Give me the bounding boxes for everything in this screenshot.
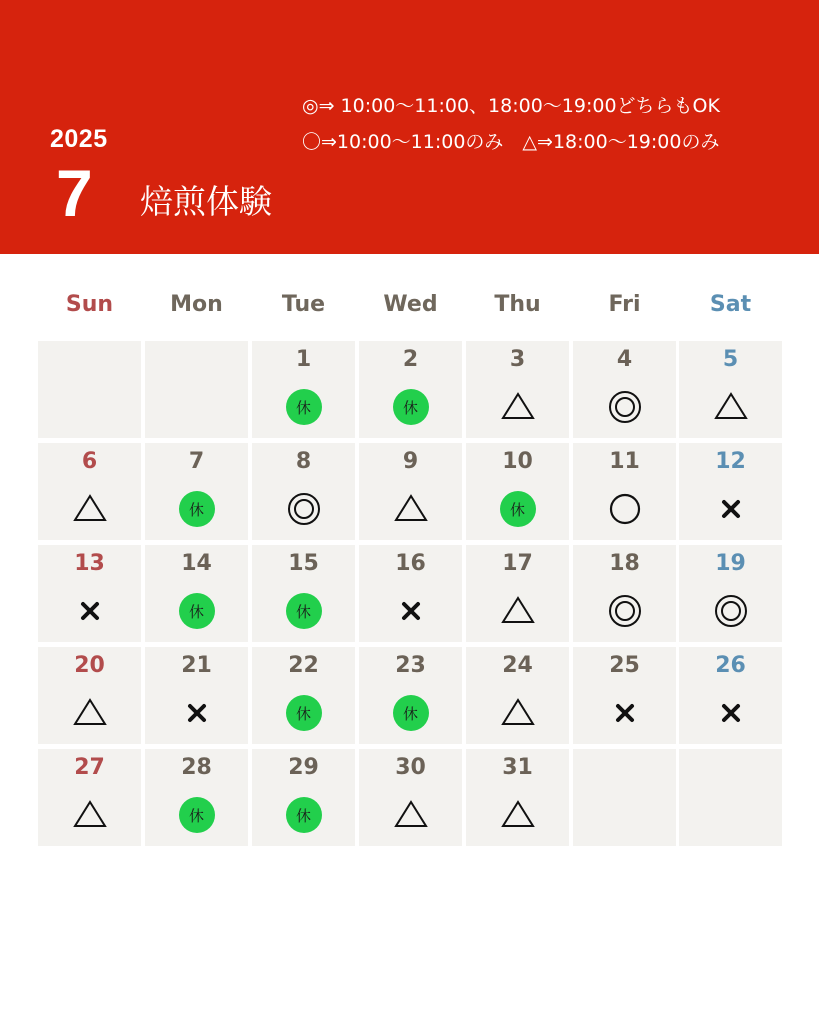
day-number: 20	[74, 653, 105, 678]
day-number: 2	[402, 347, 419, 372]
closed-label: 休	[286, 593, 322, 629]
triangle-icon	[500, 797, 536, 833]
closed-label: 休	[393, 389, 429, 425]
closed-label: 休	[500, 491, 536, 527]
day-number: 25	[609, 653, 640, 678]
day-cell-17	[466, 545, 569, 642]
closed-badge	[179, 593, 215, 629]
day-cell-3	[466, 341, 569, 438]
day-number: 9	[402, 449, 419, 474]
cross-icon	[393, 593, 429, 629]
closed-badge	[393, 389, 429, 425]
day-number: 11	[609, 449, 640, 474]
weekday-thu: Thu	[494, 292, 541, 317]
weekday-sun: Sun	[65, 292, 114, 317]
day-cell-21	[145, 647, 248, 744]
day-cell-8	[252, 443, 355, 540]
legend	[302, 89, 720, 161]
closed-label: 休	[286, 695, 322, 731]
triangle-icon	[713, 389, 749, 425]
triangle-icon	[72, 695, 108, 731]
day-cell-15	[252, 545, 355, 642]
day-number: 19	[715, 551, 746, 576]
weekday-tue: Tue	[281, 292, 326, 317]
day-cell-27	[38, 749, 141, 846]
closed-label: 休	[179, 797, 215, 833]
day-number: 22	[288, 653, 319, 678]
closed-label: 休	[286, 389, 322, 425]
day-number: 31	[502, 755, 533, 780]
day-cell-26	[679, 647, 782, 744]
triangle-icon	[500, 695, 536, 731]
closed-label: 休	[179, 593, 215, 629]
triangle-icon	[72, 491, 108, 527]
day-number: 27	[74, 755, 105, 780]
day-number: 7	[188, 449, 205, 474]
empty-day-cell	[573, 749, 676, 846]
day-number: 29	[288, 755, 319, 780]
day-number: 3	[509, 347, 526, 372]
triangle-icon	[393, 797, 429, 833]
day-cell-20	[38, 647, 141, 744]
weekday-mon: Mon	[170, 292, 223, 317]
year-label: 2025	[50, 125, 108, 153]
weekday-fri: Fri	[608, 292, 641, 317]
day-number: 23	[395, 653, 426, 678]
double-circle-icon	[607, 593, 643, 629]
closed-badge	[286, 389, 322, 425]
closed-badge	[286, 593, 322, 629]
triangle-icon	[393, 491, 429, 527]
day-cell-9	[359, 443, 462, 540]
day-cell-31	[466, 749, 569, 846]
day-number: 24	[502, 653, 533, 678]
day-number: 1	[295, 347, 312, 372]
day-cell-19	[679, 545, 782, 642]
calendar-header	[0, 0, 819, 254]
double-circle-icon	[713, 593, 749, 629]
double-circle-icon	[607, 389, 643, 425]
day-number: 10	[502, 449, 533, 474]
closed-badge	[286, 695, 322, 731]
cross-icon	[179, 695, 215, 731]
day-number: 28	[181, 755, 212, 780]
day-number: 17	[502, 551, 533, 576]
day-cell-28	[145, 749, 248, 846]
day-number: 16	[395, 551, 426, 576]
cross-icon	[72, 593, 108, 629]
day-number: 21	[181, 653, 212, 678]
day-cell-30	[359, 749, 462, 846]
cross-icon	[713, 695, 749, 731]
empty-day-cell	[38, 341, 141, 438]
day-cell-12	[679, 443, 782, 540]
day-number: 12	[715, 449, 746, 474]
day-cell-11	[573, 443, 676, 540]
day-cell-25	[573, 647, 676, 744]
day-number: 8	[295, 449, 312, 474]
day-cell-7	[145, 443, 248, 540]
empty-day-cell	[145, 341, 248, 438]
weekday-wed: Wed	[383, 292, 438, 317]
day-number: 5	[722, 347, 739, 372]
day-cell-22	[252, 647, 355, 744]
triangle-icon	[500, 593, 536, 629]
day-cell-10	[466, 443, 569, 540]
day-number: 13	[74, 551, 105, 576]
closed-badge	[393, 695, 429, 731]
closed-label: 休	[393, 695, 429, 731]
cross-icon	[607, 695, 643, 731]
day-cell-5	[679, 341, 782, 438]
closed-badge	[500, 491, 536, 527]
event-title: 焙煎体験	[140, 182, 272, 221]
day-number: 30	[395, 755, 426, 780]
weekday-sat: Sat	[709, 292, 752, 317]
closed-label: 休	[179, 491, 215, 527]
day-number: 26	[715, 653, 746, 678]
legend-line-2: 〇⇒10:00〜11:00のみ △⇒18:00〜19:00のみ	[302, 131, 720, 153]
month-number: 7	[56, 156, 93, 230]
day-cell-23	[359, 647, 462, 744]
closed-badge	[179, 491, 215, 527]
day-number: 15	[288, 551, 319, 576]
triangle-icon	[72, 797, 108, 833]
double-circle-icon	[286, 491, 322, 527]
day-cell-13	[38, 545, 141, 642]
day-cell-14	[145, 545, 248, 642]
closed-badge	[286, 797, 322, 833]
day-cell-1	[252, 341, 355, 438]
legend-line-1: ◎⇒ 10:00〜11:00、18:00〜19:00どちらもOK	[302, 95, 720, 117]
day-number: 14	[181, 551, 212, 576]
day-cell-16	[359, 545, 462, 642]
day-cell-24	[466, 647, 569, 744]
day-number: 18	[609, 551, 640, 576]
circle-icon	[607, 491, 643, 527]
day-cell-29	[252, 749, 355, 846]
closed-badge	[179, 797, 215, 833]
day-cell-18	[573, 545, 676, 642]
triangle-icon	[500, 389, 536, 425]
day-cell-2	[359, 341, 462, 438]
day-number: 4	[616, 347, 633, 372]
empty-day-cell	[679, 749, 782, 846]
day-cell-6	[38, 443, 141, 540]
day-number: 6	[81, 449, 98, 474]
day-cell-4	[573, 341, 676, 438]
cross-icon	[713, 491, 749, 527]
closed-label: 休	[286, 797, 322, 833]
